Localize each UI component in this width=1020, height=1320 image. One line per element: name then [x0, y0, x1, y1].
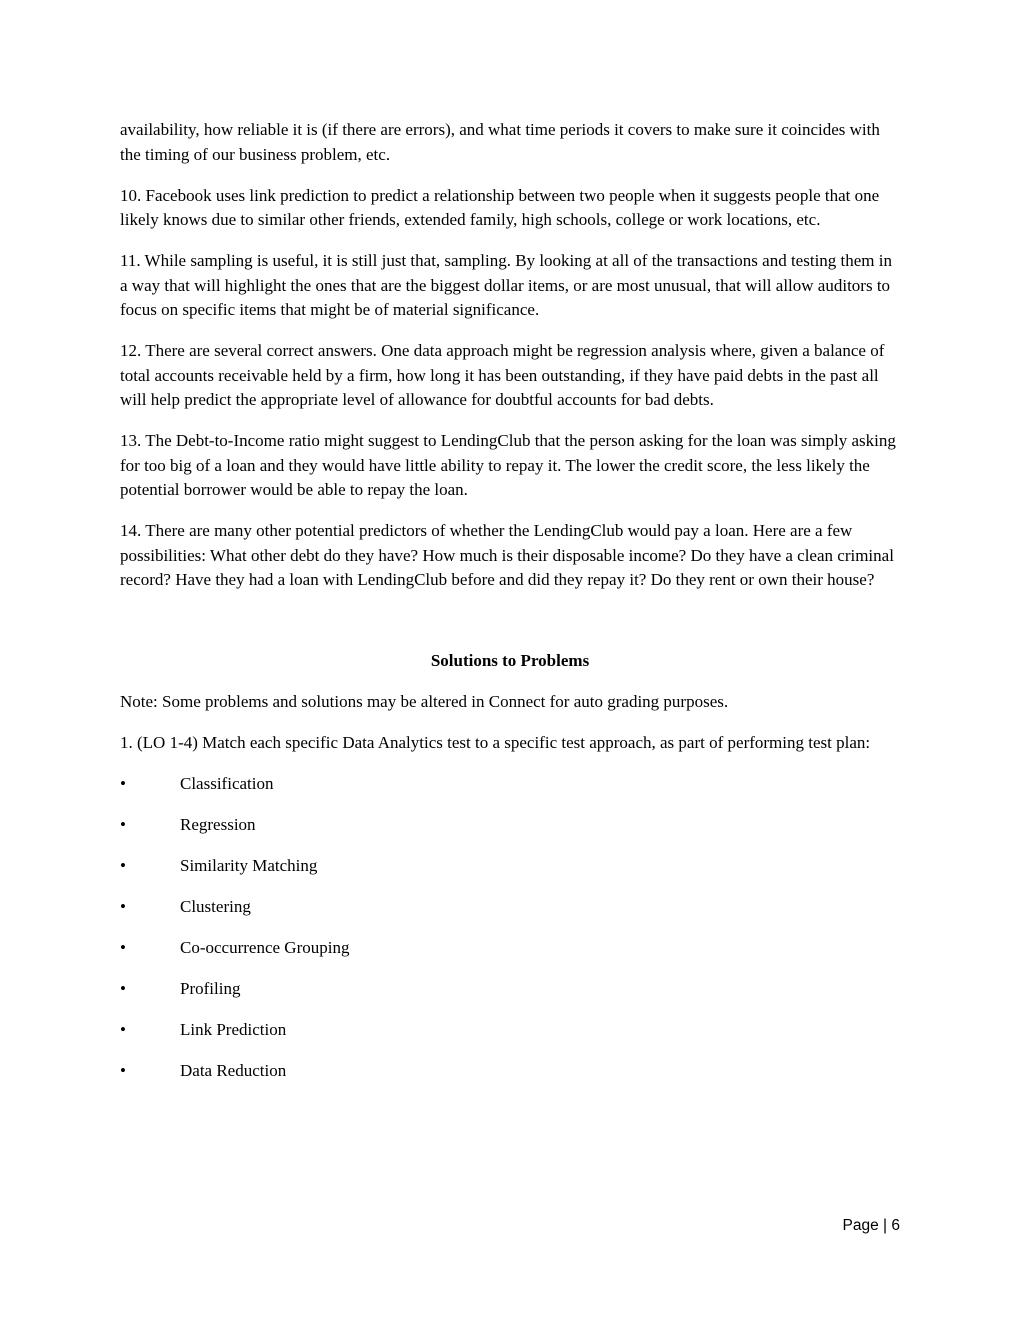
list-item: [120, 1018, 900, 1043]
list-item: [120, 936, 900, 961]
page-number: Page | 6: [842, 1217, 900, 1234]
list-item-label: Regression: [180, 814, 256, 834]
list-item-label: Link Prediction: [180, 1019, 287, 1039]
list-item: [120, 1059, 900, 1084]
section-heading: Solutions to Problems: [430, 650, 590, 670]
paragraph-answer-12: 12. There are several correct answers. One data approach might be regression analysis where, given a balance of total accounts receivable held by a firm, how long it has been outstanding, if they have paid debts in the past all will help predict the appropriate level of allowance for doubtful accounts for bad debts.: [120, 341, 885, 409]
list-item: [120, 813, 900, 838]
bullet-icon: •: [120, 855, 126, 875]
list-item-label: Similarity Matching: [180, 855, 318, 875]
list-item: [120, 854, 900, 879]
note-paragraph: Note: Some problems and solutions may be altered in Connect for auto grading purposes.: [120, 691, 729, 711]
paragraph-answer-11: 11. While sampling is useful, it is still just that, sampling. By looking at all of the transactions and testing them in a way that will highlight the ones that are the biggest dollar items, or are most unusual, that will allow auditors to focus on specific items that might be of material significance.: [120, 251, 893, 319]
bullet-icon: •: [120, 773, 126, 793]
document-body: [120, 118, 900, 1100]
bullet-icon: •: [120, 1019, 126, 1039]
bullet-icon: •: [120, 1060, 126, 1080]
bullet-icon: •: [120, 978, 126, 998]
list-item-label: Co-occurrence Grouping: [180, 937, 350, 957]
list-item: [120, 772, 900, 797]
problem-1-paragraph: 1. (LO 1-4) Match each specific Data Analytics test to a specific test approach, as part of performing test plan:: [120, 732, 871, 752]
paragraph-answer-13: 13. The Debt-to-Income ratio might suggest to LendingClub that the person asking for the loan was simply asking for too big of a loan and they would have little ability to repay it. The lower the credit score, the less likely the potential borrower would be able to repay the loan.: [120, 431, 896, 499]
paragraph-continued-9: availability, how reliable it is (if there are errors), and what time periods it covers to make sure it coincides with the timing of our business problem, etc.: [120, 120, 880, 164]
list-item-label: Data Reduction: [180, 1060, 287, 1080]
bullet-icon: •: [120, 814, 126, 834]
paragraph-answer-14: 14. There are many other potential predictors of whether the LendingClub would pay a loan. Here are a few possibilities: What other debt do they have? How much is their disposable income? Do they have a clean criminal record? Have they had a loan with LendingClub before and did they repay it? Do they rent or own their house?: [120, 521, 894, 589]
list-item: [120, 895, 900, 920]
paragraph-answer-10: 10. Facebook uses link prediction to predict a relationship between two people when it suggests people that one likely knows due to similar other friends, extended family, high schools, college or work locations, etc.: [120, 185, 880, 229]
bullet-icon: •: [120, 937, 126, 957]
list-item: [120, 977, 900, 1002]
list-item-label: Classification: [180, 773, 274, 793]
test-approach-list: [120, 772, 900, 1084]
bullet-icon: •: [120, 896, 126, 916]
list-item-label: Clustering: [180, 896, 251, 916]
list-item-label: Profiling: [180, 978, 241, 998]
